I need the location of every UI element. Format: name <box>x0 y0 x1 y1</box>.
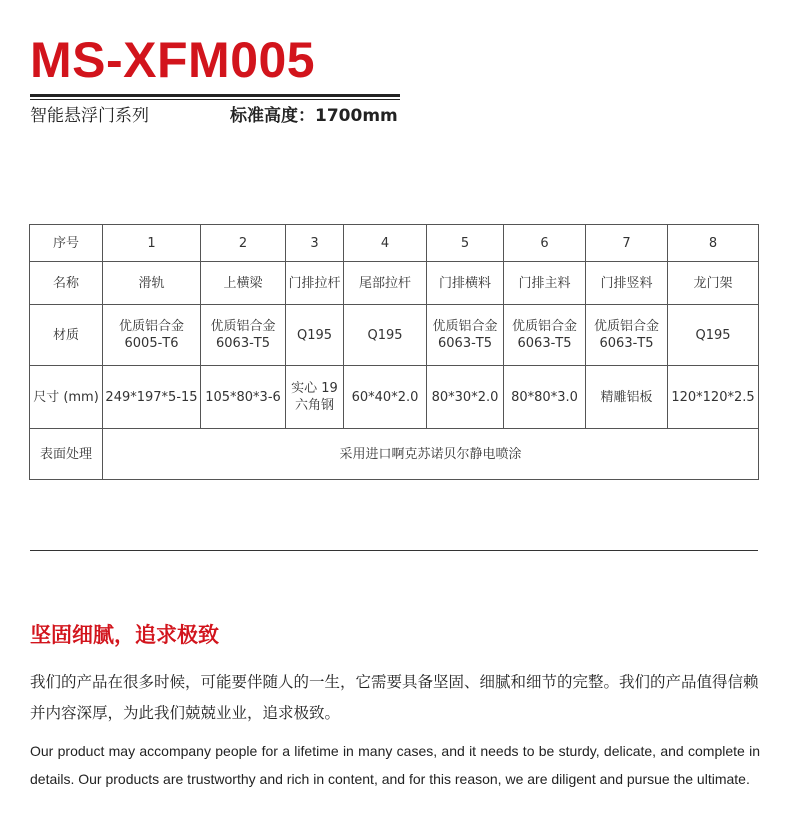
cell-name: 滑轨 <box>103 262 201 305</box>
cell-name: 门排主料 <box>504 262 586 305</box>
model-title: MS-XFM005 <box>30 32 316 88</box>
cell-surface-treatment: 采用进口啊克苏诺贝尔静电喷涂 <box>103 429 759 480</box>
cell-name: 上横梁 <box>201 262 286 305</box>
row-label-material: 材质 <box>30 305 103 366</box>
row-label-surface: 表面处理 <box>30 429 103 480</box>
series-label: 智能悬浮门系列 <box>30 106 149 126</box>
cell-number: 5 <box>427 225 504 262</box>
cell-material: Q195 <box>286 305 344 366</box>
cell-material: Q195 <box>344 305 427 366</box>
slogan-heading: 坚固细腻，追求极致 <box>30 623 219 647</box>
cell-size: 80*30*2.0 <box>427 366 504 429</box>
cell-number: 3 <box>286 225 344 262</box>
cell-material: 优质铝合金 6063-T5 <box>504 305 586 366</box>
header-divider-thin <box>30 99 400 100</box>
cell-size: 249*197*5-15 <box>103 366 201 429</box>
cell-material: 优质铝合金 6063-T5 <box>201 305 286 366</box>
row-number <box>30 225 759 262</box>
cell-number: 6 <box>504 225 586 262</box>
cell-name: 门排拉杆 <box>286 262 344 305</box>
cell-size: 实心 19 六角钢 <box>286 366 344 429</box>
cell-name: 尾部拉杆 <box>344 262 427 305</box>
cell-number: 7 <box>586 225 668 262</box>
cell-size: 120*120*2.5 <box>668 366 759 429</box>
row-label-name: 名称 <box>30 262 103 305</box>
cell-size: 60*40*2.0 <box>344 366 427 429</box>
row-label-number: 序号 <box>30 225 103 262</box>
description-english: Our product may accompany people for a lifetime in many cases, and it needs to be sturdy, delicate, and complete in details. Our products are trustworthy and rich in content, and for this reason, we are diligent and pursue the ultimate. <box>30 743 760 787</box>
cell-name: 门排竖料 <box>586 262 668 305</box>
row-label-size: 尺寸 (mm) <box>30 366 103 429</box>
cell-material: Q195 <box>668 305 759 366</box>
cell-number: 4 <box>344 225 427 262</box>
cell-name: 门排横料 <box>427 262 504 305</box>
row-name <box>30 262 759 305</box>
row-size <box>30 366 759 429</box>
header-divider-thick <box>30 94 400 97</box>
cell-size: 105*80*3-6 <box>201 366 286 429</box>
standard-height-label: 标准高度：1700mm <box>230 106 398 126</box>
description-chinese: 我们的产品在很多时候，可能要伴随人的一生，它需要具备坚固、细腻和细节的完整。我们的产品值得信赖并内容深厚，为此我们兢兢业业，追求极致。 <box>30 673 759 722</box>
row-material <box>30 305 759 366</box>
cell-material: 优质铝合金 6063-T5 <box>427 305 504 366</box>
section-divider <box>30 550 758 551</box>
cell-number: 8 <box>668 225 759 262</box>
cell-size: 80*80*3.0 <box>504 366 586 429</box>
cell-material: 优质铝合金 6005-T6 <box>103 305 201 366</box>
cell-number: 2 <box>201 225 286 262</box>
cell-material: 优质铝合金 6063-T5 <box>586 305 668 366</box>
cell-number: 1 <box>103 225 201 262</box>
cell-size: 精雕铝板 <box>586 366 668 429</box>
spec-table <box>29 224 759 480</box>
row-surface <box>30 429 759 480</box>
cell-name: 龙门架 <box>668 262 759 305</box>
